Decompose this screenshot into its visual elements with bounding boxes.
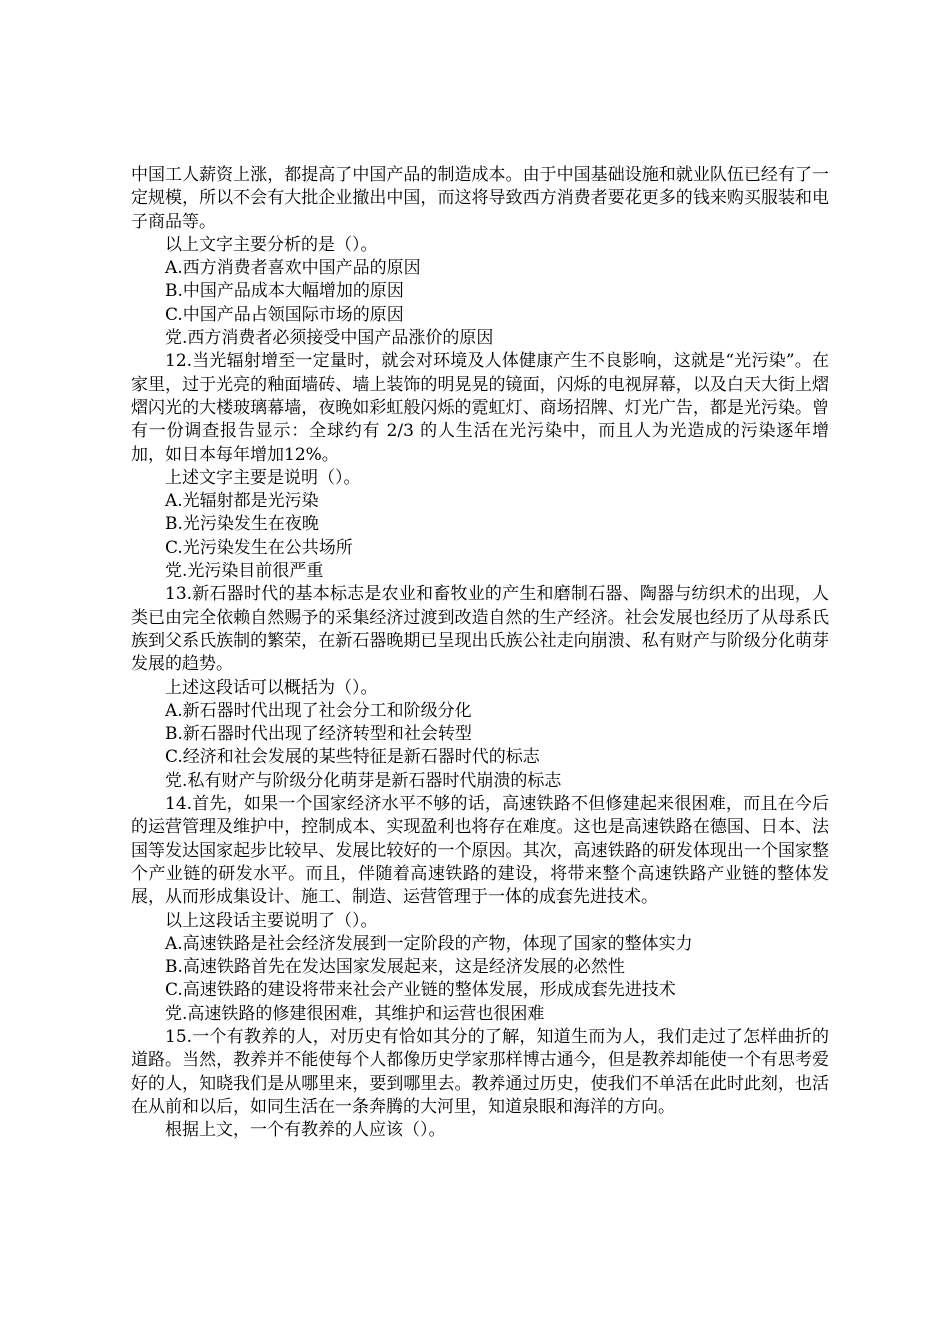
option-a: A.西方消费者喜欢中国产品的原因 [165,258,421,279]
document-page [131,164,829,1142]
option-d: 党.光污染目前很严重 [165,561,324,582]
question-stem: 上述这段话可以概括为（）。 [165,677,378,698]
question-stem: 根据上文，一个有教养的人应该（）。 [165,1120,446,1141]
option-c: C.光污染发生在公共场所 [165,537,353,558]
option-d: 党.高速铁路的修建很困难，其维护和运营也很困难 [165,1003,545,1024]
option-b: B.新石器时代出现了经济转型和社会转型 [165,724,472,745]
option-c: C.经济和社会发展的某些特征是新石器时代的标志 [165,747,540,768]
question-stem: 以上文字主要分析的是（）。 [165,234,378,255]
option-b: B.高速铁路首先在发达国家发展起来，这是经济发展的必然性 [165,957,625,978]
option-b: B.中国产品成本大幅增加的原因 [165,281,404,302]
option-a: A.新石器时代出现了社会分工和阶级分化 [165,700,472,721]
option-b: B.光污染发生在夜晚 [165,514,319,535]
option-a: A.光辐射都是光污染 [165,491,319,512]
question-13-passage: 13.新石器时代的基本标志是农业和畜牧业的产生和磨制石器、陶器与纺织术的出现，人类已由完全依赖自然赐予的采集经济过渡到改造自然的生产经济。社会发展也经历了从母系氏族到父系氏族制的繁荣，在新石器晚期已呈现出氏族公社走向崩溃、私有财产与阶级分化萌芽发展的趋势。 [131,584,829,675]
option-a: A.高速铁路是社会经济发展到一定阶段的产物，体现了国家的整体实力 [165,933,693,954]
question-15-passage: 15.一个有教养的人，对历史有恰如其分的了解，知道生而为人，我们走过了怎样曲折的道路。当然，教养并不能使每个人都像历史学家那样博古通今，但是教养却能使一个有思考爱好的人，知晓我们是从哪里来，要到哪里去。教养通过历史，使我们不单活在此时此刻，也活在从前和以后，如同生活在一条奔腾的大河里，知道泉眼和海洋的方向。 [131,1026,829,1117]
question-stem: 上述文字主要是说明（）。 [165,467,361,488]
question-14-passage: 14.首先，如果一个国家经济水平不够的话，高速铁路不但修建起来很困难，而且在今后的运营管理及维护中，控制成本、实现盈利也将存在难度。这也是高速铁路在德国、日本、法国等发达国家起步比较早、发展比较好的一个原因。其次，高速铁路的研发体现出一个国家整个产业链的研发水平。而且，伴随着高速铁路的建设，将带来整个高速铁路产业链的整体发展，从而形成集设计、施工、制造、运营管理于一体的成套先进技术。 [131,794,829,908]
passage-paragraph: 中国工人薪资上涨，都提高了中国产品的制造成本。由于中国基础设施和就业队伍已经有了一定规模，所以不会有大批企业撤出中国，而这将导致西方消费者要花更多的钱来购买服装和电子商品等。 [131,165,829,232]
option-c: C.高速铁路的建设将带来社会产业链的整体发展，形成成套先进技术 [165,980,676,1001]
option-d: 党.西方消费者必须接受中国产品涨价的原因 [165,328,494,349]
option-d: 党.私有财产与阶级分化萌芽是新石器时代崩溃的标志 [165,770,562,791]
question-12-passage: 12.当光辐射增至一定量时，就会对环境及人体健康产生不良影响，这就是“光污染”。在家里，过于光亮的釉面墙砖、墙上装饰的明晃晃的镜面，闪烁的电视屏幕，以及白天大街上熠熠闪光的大楼玻璃幕墙，夜晚如彩虹般闪烁的霓虹灯、商场招牌、灯光广告，都是光污染。曾有一份调查报告显示：全球约有 2/3 的人生活在光污染中，而且人为光造成的污染逐年增加，如日本每年增加12%。 [131,351,829,465]
question-stem: 以上这段话主要说明了（）。 [165,910,378,931]
option-c: C.中国产品占领国际市场的原因 [165,304,404,325]
